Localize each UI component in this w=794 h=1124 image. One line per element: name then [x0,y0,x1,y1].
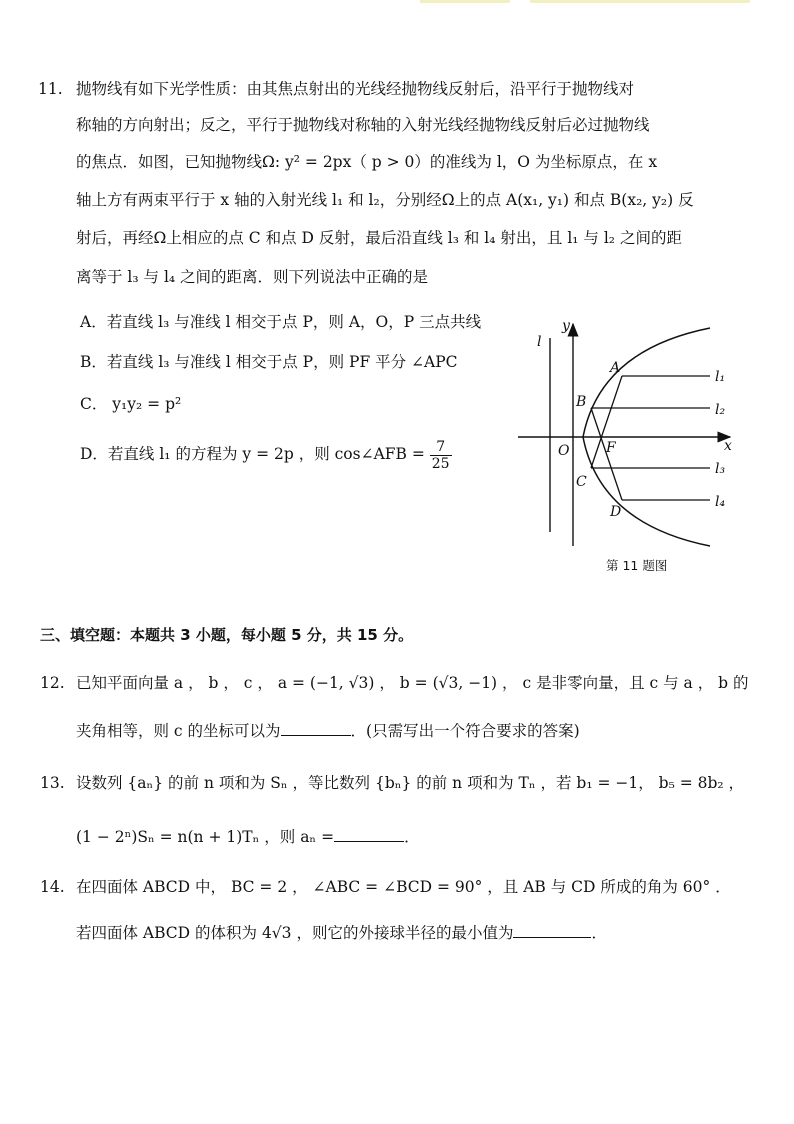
q14-line-2-text: 若四面体 ABCD 的体积为 4√3 ，则它的外接球半径的最小值为 [76,924,514,942]
label-x: x [724,438,732,454]
q11-line-6: 离等于 l₃ 与 l₄ 之间的距离．则下列说法中正确的是 [76,268,429,286]
label-a: A [610,360,621,376]
q11-option-d-numerator: 7 [430,439,452,456]
q11-option-a: A．若直线 l₃ 与准线 l 相交于点 P，则 A，O，P 三点共线 [80,313,482,331]
q12-line-1: 已知平面向量 a ， b ， c ， a = (−1, √3) ， b = (√3, −1) ， c 是非零向量，且 c 与 a ， b 的 [76,674,749,692]
q14-answer-blank[interactable] [513,923,591,938]
q11-parabola-figure [510,310,750,560]
q11-line-1: 抛物线有如下光学性质：由其焦点射出的光线经抛物线反射后，沿平行于抛物线对 [76,80,635,98]
q14-line-2-suffix: ． [591,924,607,942]
q12-line-2 [76,720,580,742]
q11-line-3: 的焦点．如图，已知抛物线Ω: y² = 2px（ p > 0）的准线为 l，O 为坐标原点，在 x [76,153,658,171]
q14-number: 14. [40,878,65,896]
q12-line-2-suffix: ．(只需写出一个符合要求的答案) [350,722,580,740]
q11-option-d [80,436,452,472]
label-l: l [537,334,542,350]
q11-option-d-text: D．若直线 l₁ 的方程为 y = 2p ，则 cos∠AFB = [80,445,425,463]
label-c: C [576,474,587,490]
q11-line-4: 轴上方有两束平行于 x 轴的入射光线 l₁ 和 l₂，分别经Ω上的点 A(x₁, y₁) 和点 B(x₂, y₂) 反 [76,191,694,209]
label-b: B [576,394,587,410]
q14-line-2 [76,922,607,944]
label-o: O [558,443,570,459]
label-l4: l₄ [715,494,726,510]
q11-line-5: 射后，再经Ω上相应的点 C 和点 D 反射，最后沿直线 l₃ 和 l₄ 射出，且 l₁ 与 l₂ 之间的距 [76,229,682,247]
q11-option-c: C． y₁y₂ = p² [80,395,182,413]
q13-answer-blank[interactable] [334,827,404,842]
q11-option-b: B．若直线 l₃ 与准线 l 相交于点 P，则 PF 平分 ∠APC [80,353,458,371]
label-f: F [606,440,616,456]
q13-line-1: 设数列 {aₙ} 的前 n 项和为 Sₙ ，等比数列 {bₙ} 的前 n 项和为 Tₙ ，若 b₁ = −1， b₅ = 8b₂ ， [76,774,745,792]
q12-answer-blank[interactable] [281,721,351,736]
top-edge-decoration [0,0,794,4]
q11-option-d-fraction [430,439,452,472]
label-l3: l₃ [715,461,726,477]
section-3-title: 三、填空题：本题共 3 小题，每小题 5 分，共 15 分。 [40,626,414,644]
q13-line-2-text: (1 − 2ⁿ)Sₙ = n(n + 1)Tₙ ，则 aₙ = [76,828,335,846]
q11-number: 11. [38,80,63,98]
label-d: D [610,504,622,520]
q11-option-d-denominator: 25 [431,455,450,472]
q14-line-1: 在四面体 ABCD 中， BC = 2 ， ∠ABC = ∠BCD = 90° ，且 AB 与 CD 所成的角为 60° ． [76,878,731,896]
q12-number: 12. [40,674,65,692]
figure-caption: 第 11 题图 [606,558,668,573]
label-l1: l₁ [715,369,726,385]
label-y: y [562,318,570,334]
q11-line-2: 称轴的方向射出；反之，平行于抛物线对称轴的入射光线经抛物线反射后必过抛物线 [76,116,650,134]
q12-line-2-text: 夹角相等，则 c 的坐标可以为 [76,722,281,740]
q13-line-2 [76,826,420,848]
label-l2: l₂ [715,402,726,418]
q13-line-2-suffix: ． [404,828,420,846]
q13-number: 13. [40,774,65,792]
